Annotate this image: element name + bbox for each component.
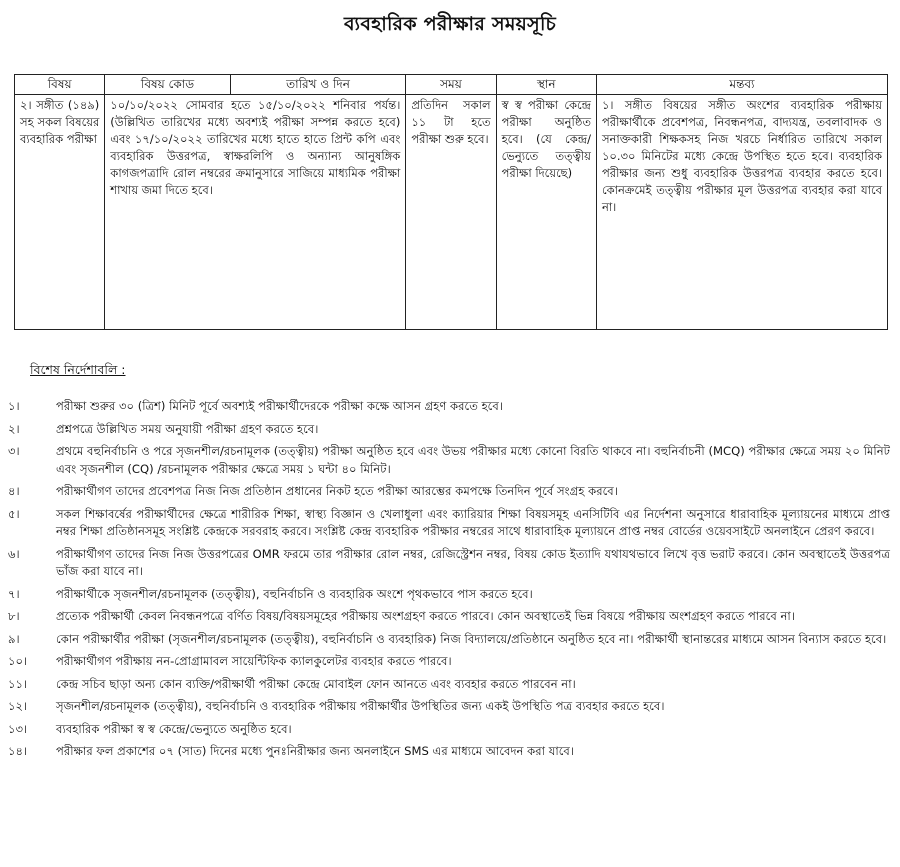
- item-text: ব্যবহারিক পরীক্ষা স্ব স্ব কেন্দ্রে/ভেন্যুতে অনুষ্ঠিত হবে।: [56, 721, 292, 736]
- item-text: কেন্দ্র সচিব ছাড়া অন্য কোন ব্যক্তি/পরীক্ষার্থী পরীক্ষা কেন্দ্রে মোবাইল ফোন আনতে এবং ব্যবহার করতে পারবেন না।: [56, 676, 576, 691]
- item-text: পরীক্ষার ফল প্রকাশের ০৭ (সাত) দিনের মধ্যে পুনঃনিরীক্ষার জন্য অনলাইনে SMS এর মাধ্যমে আবেদন করা যাবে।: [56, 744, 575, 758]
- header-place: স্থান: [496, 75, 596, 95]
- item-number: ৭।: [8, 586, 20, 601]
- item-number: ৪।: [8, 484, 20, 498]
- list-item: [0, 698, 890, 716]
- list-item: [0, 743, 890, 761]
- list-item: [0, 653, 890, 671]
- item-number: ৯।: [8, 631, 20, 646]
- item-number: ১২।: [8, 699, 28, 713]
- list-item: [0, 631, 890, 649]
- header-subject-code: বিষয় কোড: [105, 75, 230, 95]
- item-text: সৃজনশীল/রচনামূলক (তত্ত্বীয়), বহুনির্বাচনি ও ব্যবহারিক পরীক্ষায় পরীক্ষার্থীর উপস্থিতির জন্য একই উপস্থিতি পত্র ব্যবহার করতে হবে।: [56, 699, 665, 713]
- cell-remark: ১। সঙ্গীত বিষয়ের সঙ্গীত অংশের ব্যবহারিক পরীক্ষায় পরীক্ষার্থীকে প্রবেশপত্র, নিবন্ধনপত্র, বাদ্যযন্ত্র, তবলাবাদক ও সনাক্তকারী শিক্ষকসহ নিজ খরচে নির্ধারিত তারিখে সকাল ১০.৩০ মিনিটের মধ্যে কেন্দ্রে উপস্থিত হতে হবে। ব্যবহারিক পরীক্ষার জন্য শুধু ব্যবহারিক উত্তরপত্র ব্যবহার করতে হবে। কোনক্রমেই তত্ত্বীয় পরীক্ষার মূল উত্তরপত্র ব্যবহার করা যাবে না।: [596, 95, 887, 330]
- item-number: ১৩।: [8, 721, 28, 736]
- header-time: সময়: [406, 75, 496, 95]
- item-number: ১৪।: [8, 744, 28, 758]
- header-remark: মন্তব্য: [596, 75, 887, 95]
- list-item: [0, 421, 890, 439]
- item-number: ১১।: [8, 676, 28, 691]
- item-text: পরীক্ষা শুরুর ৩০ (ত্রিশ) মিনিট পূর্বে অবশ্যই পরীক্ষার্থীদেরকে পরীক্ষা কক্ষে আসন গ্রহণ করতে হবে।: [56, 399, 503, 413]
- item-text: প্রশ্নপত্রে উল্লিখিত সময় অনুযায়ী পরীক্ষা গ্রহণ করতে হবে।: [56, 421, 319, 436]
- item-number: ১।: [8, 399, 20, 413]
- item-text: সকল শিক্ষাবর্ষের পরীক্ষার্থীদের ক্ষেত্রে শারীরিক শিক্ষা, স্বাস্থ্য বিজ্ঞান ও খেলাধুলা এবং ক্যারিয়ার শিক্ষা বিষয়সমূহ এনসিটিবি এর নির্দেশনা অনুসারে ধারাবাহিক মূল্যায়নের মাধ্যমে প্রাপ্ত নম্বর শিক্ষা প্রতিষ্ঠানসমূহ সংশ্লিষ্ট কেন্দ্রকে সরবরাহ করবে। সংশ্লিষ্ট কেন্দ্র ব্যবহারিক পরীক্ষার নম্বরের সাথে ধারাবাহিক মূল্যায়নে প্রাপ্ত নম্বর বোর্ডের ওয়েবসাইটে অনলাইনে প্রেরণ করবে।: [56, 506, 890, 538]
- item-number: ৮।: [8, 609, 20, 623]
- header-subject: বিষয়: [15, 75, 105, 95]
- cell-date-day: ১০/১০/২০২২ সোমবার হতে ১৫/১০/২০২২ শনিবার পর্যন্ত। (উল্লিখিত তারিখের মধ্যে অবশ্যই পরীক্ষা সম্পন্ন করতে হবে) এবং ১৭/১০/২০২২ তারিখের মধ্যে হাতে হাতে প্রিন্ট কপি এবং ব্যবহারিক উত্তরপত্র, স্বাক্ষরলিপি ও অন্যান্য আনুষঙ্গিক কাগজপত্রাদি রোল নম্বরের ক্রমানুসারে সাজিয়ে মাধ্যমিক পরীক্ষা শাখায় জমা দিতে হবে।: [105, 95, 406, 330]
- table-row: [15, 95, 888, 330]
- cell-subject: ২। সঙ্গীত (১৪৯) সহ সকল বিষয়ের ব্যবহারিক পরীক্ষা: [15, 95, 105, 330]
- item-text: পরীক্ষার্থীগণ পরীক্ষায় নন-প্রোগ্রামাবল সায়েন্টিফিক ক্যালকুলেটর ব্যবহার করতে পারবে।: [56, 654, 452, 668]
- item-text: পরীক্ষার্থীকে সৃজনশীল/রচনামূলক (তত্ত্বীয়), বহুনির্বাচনি ও ব্যবহারিক অংশে পৃথকভাবে পাস করতে হবে।: [56, 586, 533, 601]
- schedule-table: [14, 74, 888, 330]
- list-item: [0, 483, 890, 501]
- special-instructions-title: বিশেষ নির্দেশাবলি :: [30, 362, 126, 377]
- instructions-list: [0, 398, 890, 766]
- cell-time: প্রতিদিন সকাল ১১ টা হতে পরীক্ষা শুরু হবে।: [406, 95, 496, 330]
- list-item: [0, 676, 890, 694]
- list-item: [0, 721, 890, 739]
- item-text: প্রত্যেক পরীক্ষার্থী কেবল নিবন্ধনপত্রে বর্ণিত বিষয়/বিষয়সমূহের পরীক্ষায় অংশগ্রহণ করতে পারবে। কোন অবস্থাতেই ভিন্ন বিষয়ে পরীক্ষায় অংশগ্রহণ করতে পারবে না।: [56, 609, 795, 623]
- item-number: ৩।: [8, 444, 20, 458]
- item-text: প্রথমে বহুনির্বাচনি ও পরে সৃজনশীল/রচনামূলক (তত্ত্বীয়) পরীক্ষা অনুষ্ঠিত হবে এবং উভয় পরীক্ষার মধ্যে কোনো বিরতি থাকবে না। বহুনির্বাচনী (MCQ) পরীক্ষার ক্ষেত্রে সময় ২০ মিনিট এবং সৃজনশীল (CQ) /রচনামূলক পরীক্ষার ক্ষেত্রে সময় ১ ঘন্টা ৪০ মিনিট।: [56, 444, 890, 476]
- list-item: [0, 546, 890, 581]
- list-item: [0, 398, 890, 416]
- header-date-day: তারিখ ও দিন: [230, 75, 406, 95]
- item-number: ১০।: [8, 654, 28, 668]
- item-number: ৫।: [8, 506, 20, 521]
- item-text: পরীক্ষার্থীগণ তাদের নিজ নিজ উত্তরপত্রের OMR ফরমে তার পরীক্ষার রোল নম্বর, রেজিস্ট্রেশন নম্বর, বিষয় কোড ইত্যাদি যথাযথভাবে লিখে বৃত্ত ভরাট করবে। কোন অবস্থাতেই উত্তরপত্র ভাঁজ করা যাবে না।: [56, 546, 890, 578]
- item-text: কোন পরীক্ষার্থীর পরীক্ষা (সৃজনশীল/রচনামূলক (তত্ত্বীয়), বহুনির্বাচনি ও ব্যবহারিক) নিজ বিদ্যালয়ে/প্রতিষ্ঠানে অনুষ্ঠিত হবে না। পরীক্ষার্থী স্থানান্তরের মাধ্যমে আসন বিন্যাস করতে হবে।: [56, 631, 887, 646]
- list-item: [0, 443, 890, 478]
- table-header-row: [15, 75, 888, 95]
- list-item: [0, 608, 890, 626]
- page-title: ব্যবহারিক পরীক্ষার সময়সূচি: [343, 13, 557, 35]
- list-item: [0, 586, 890, 604]
- item-text: পরীক্ষার্থীগণ তাদের প্রবেশপত্র নিজ নিজ প্রতিষ্ঠান প্রধানের নিকট হতে পরীক্ষা আরম্ভের কমপক্ষে তিনদিন পূর্বে সংগ্রহ করবে।: [56, 484, 618, 498]
- item-number: ২।: [8, 421, 20, 436]
- cell-place: স্ব স্ব পরীক্ষা কেন্দ্রে পরীক্ষা অনুষ্ঠিত হবে। (যে কেন্দ্র/ ভেন্যুতে তত্ত্বীয় পরীক্ষা দিয়েছে): [496, 95, 596, 330]
- list-item: [0, 506, 890, 541]
- item-number: ৬।: [8, 546, 20, 561]
